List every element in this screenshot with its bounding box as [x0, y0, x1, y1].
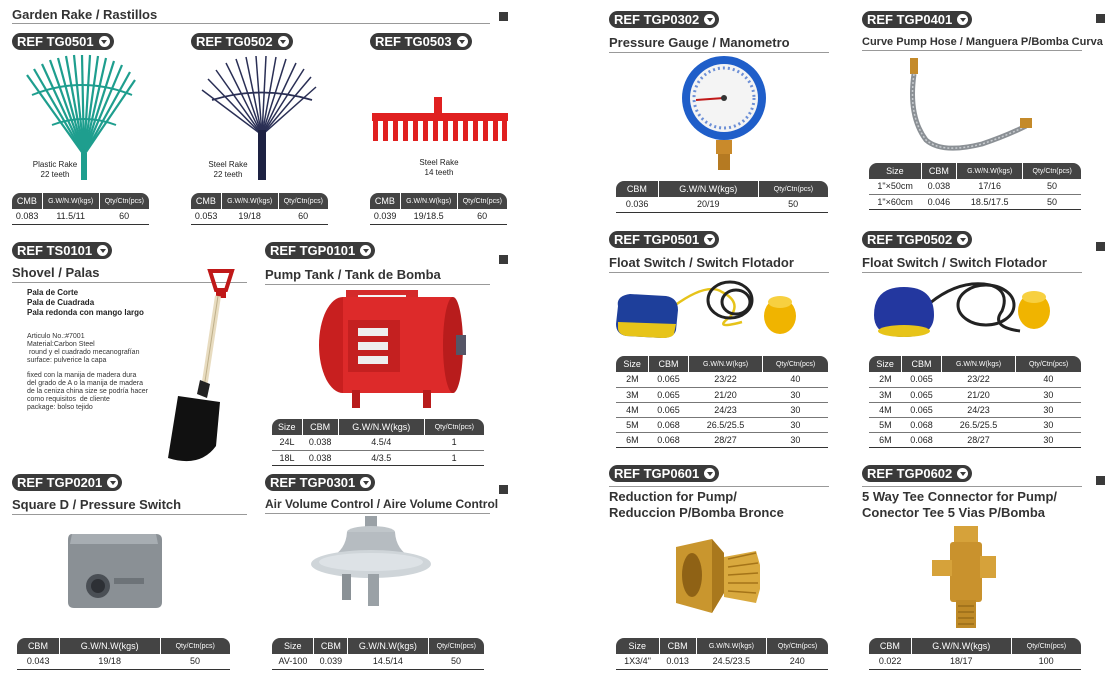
section-title-tgp0301: Air Volume Control / Aire Volume Control	[265, 497, 490, 514]
table-row: 3M 0.065 21/20 30	[869, 387, 1081, 402]
table-row: 4M 0.065 24/23 30	[616, 402, 828, 417]
ref-badge-tgp0101: REF TGP0101	[265, 242, 375, 259]
table-row: 1"×50cm 0.038 17/16 50	[869, 179, 1081, 194]
section-marker	[1096, 14, 1105, 23]
spec-table-tg0502: CMB G.W/N.W(kgs) Qty/Ctn(pcs) 0.053 19/18 60	[191, 193, 328, 225]
ref-badge-tgp0302: REF TGP0302	[609, 11, 719, 28]
ref-badge-tgp0602: REF TGP0602	[862, 465, 972, 482]
section-title-tgp0602: 5 Way Tee Connector for Pump/ Conector Tee 5 Vias P/Bomba	[862, 489, 1058, 520]
table-row: 6M 0.068 28/27 30	[869, 432, 1081, 447]
ref-badge-ts0101: REF TS0101	[12, 242, 112, 259]
table-row: 24L 0.038 4.5/4 1	[272, 435, 484, 450]
ref-badge-tg0502: REF TG0502	[191, 33, 293, 50]
ref-badge-tg0501: REF TG0501	[12, 33, 114, 50]
table-row: 18L 0.038 4/3.5 1	[272, 450, 484, 465]
ref-badge-tgp0201: REF TGP0201	[12, 474, 122, 491]
table-row: 1X3/4" 0.013 24.5/23.5 240	[616, 654, 828, 669]
section-title-tgp0201: Square D / Pressure Switch	[12, 497, 247, 515]
spec-table-tg0503: CMB G.W/N.W(kgs) Qty/Ctn(pcs) 0.039 19/18.5 60	[370, 193, 507, 225]
brass-tee-connector-image	[930, 526, 998, 630]
table-row: 2M 0.065 23/22 40	[869, 372, 1081, 387]
air-volume-control-image	[310, 516, 432, 606]
spec-table-tgp0302: CBM G.W/N.W(kgs) Qty/Ctn(pcs) 0.036 20/19 50	[616, 181, 828, 213]
table-row: 0.083 11.5/11 60	[12, 209, 149, 224]
spec-table-tgp0602: CBM G.W/N.W(kgs) Qty/Ctn(pcs) 0.022 18/17 100	[869, 638, 1081, 670]
section-title-ts0101: Shovel / Palas	[12, 265, 247, 283]
section-marker	[1096, 242, 1105, 251]
brass-reduction-image	[672, 537, 762, 619]
section-marker	[499, 12, 508, 21]
header-rule	[12, 23, 490, 24]
spec-table-tgp0101: Size CBM G.W/N.W(kgs) Qty/Ctn(pcs) 24L 0.038 4.5/4 1 18L 0.038 4/3.5 1	[272, 419, 484, 466]
table-row: 5M 0.068 26.5/25.5 30	[616, 417, 828, 432]
ref-badge-tgp0601: REF TGP0601	[609, 465, 719, 482]
round-float-switch-image	[870, 275, 1060, 350]
pressure-switch-image	[66, 530, 166, 612]
section-title-tgp0502: Float Switch / Switch Flotador	[862, 255, 1082, 273]
pump-tank-image	[318, 290, 473, 410]
spec-table-tgp0301: Size CBM G.W/N.W(kgs) Qty/Ctn(pcs) AV-100 0.039 14.5/14 50	[272, 638, 484, 670]
shovel-types: Pala de Corte Pala de Cuadrada Pala redonda con mango largo	[27, 288, 144, 317]
shovel-image	[160, 268, 240, 468]
section-title-tgp0401: Curve Pump Hose / Manguera P/Bomba Curva	[862, 36, 1082, 51]
caption-tg0501: Plastic Rake 22 teeth	[32, 160, 78, 179]
table-row: 0.043 19/18 50	[17, 654, 230, 669]
table-row: 4M 0.065 24/23 30	[869, 402, 1081, 417]
ref-badge-tg0503: REF TG0503	[370, 33, 472, 50]
section-title-tgp0601: Reduction for Pump/ Reduccion P/Bomba Bronce	[609, 489, 784, 520]
ref-badge-tgp0502: REF TGP0502	[862, 231, 972, 248]
table-row: 0.053 19/18 60	[191, 209, 328, 224]
spec-table-tgp0201: CBM G.W/N.W(kgs) Qty/Ctn(pcs) 0.043 19/18 50	[17, 638, 230, 670]
title-rule	[609, 486, 829, 487]
section-title-tgp0501: Float Switch / Switch Flotador	[609, 255, 829, 273]
shovel-notes-1: Articulo No.:#7001 Material:Carbon Steel round y el cuadrado mecanografían surface: pulverice la capa	[27, 333, 140, 364]
spec-table-tgp0502: Size CBM G.W/N.W(kgs) Qty/Ctn(pcs) 2M 0.065 23/22 40 3M 0.065 21/20 30 4M 0.065 24/23 30 5M 0.068 26.5/25.5 30 6M 0.068 28/27 30	[869, 356, 1081, 448]
table-row: 0.022 18/17 100	[869, 654, 1081, 669]
section-marker	[1096, 476, 1105, 485]
spec-table-tg0501: CMB G.W/N.W(kgs) Qty/Ctn(pcs) 0.083 11.5/11 60	[12, 193, 149, 225]
page-title: Garden Rake / Rastillos	[12, 7, 158, 22]
table-row: 3M 0.065 21/20 30	[616, 387, 828, 402]
section-title-tgp0302: Pressure Gauge / Manometro	[609, 35, 829, 53]
section-title-tgp0101: Pump Tank / Tank de Bomba	[265, 267, 490, 285]
pressure-gauge-image	[680, 54, 772, 172]
ref-badge-tgp0501: REF TGP0501	[609, 231, 719, 248]
red-rake-image	[372, 97, 508, 147]
section-marker	[499, 255, 508, 264]
table-row: 1"×60cm 0.046 18.5/17.5 50	[869, 194, 1081, 209]
table-row: AV-100 0.039 14.5/14 50	[272, 654, 484, 669]
table-row: 0.036 20/19 50	[616, 197, 828, 212]
table-row: 6M 0.068 28/27 30	[616, 432, 828, 447]
table-row: 5M 0.068 26.5/25.5 30	[869, 417, 1081, 432]
title-rule	[862, 486, 1082, 487]
shovel-notes-2: fixed con la manija de madera dura del grado de A o la manija de madera de la ceniza china size se podría hacer como requisitos de cliente package: bolso tejido	[27, 372, 149, 411]
ref-badge-tgp0301: REF TGP0301	[265, 474, 375, 491]
table-row: 0.039 19/18.5 60	[370, 209, 507, 224]
ref-badge-tgp0401: REF TGP0401	[862, 11, 972, 28]
section-marker	[499, 485, 508, 494]
spec-table-tgp0601: Size CBM G.W/N.W(kgs) Qty/Ctn(pcs) 1X3/4" 0.013 24.5/23.5 240	[616, 638, 828, 670]
curve-pump-hose-image	[902, 56, 1034, 156]
caption-tg0503: Steel Rake 14 teeth	[419, 158, 459, 177]
spec-table-tgp0401: Size CBM G.W/N.W(kgs) Qty/Ctn(pcs) 1"×50cm 0.038 17/16 50 1"×60cm 0.046 18.5/17.5 50	[869, 163, 1081, 210]
caption-tg0502: Steel Rake 22 teeth	[208, 160, 248, 179]
table-row: 2M 0.065 23/22 40	[616, 372, 828, 387]
spec-table-tgp0501: Size CBM G.W/N.W(kgs) Qty/Ctn(pcs) 2M 0.065 23/22 40 3M 0.065 21/20 30 4M 0.065 24/23 30 5M 0.068 26.5/25.5 30 6M 0.068 28/27 30	[616, 356, 828, 448]
float-switch-image	[612, 272, 802, 347]
